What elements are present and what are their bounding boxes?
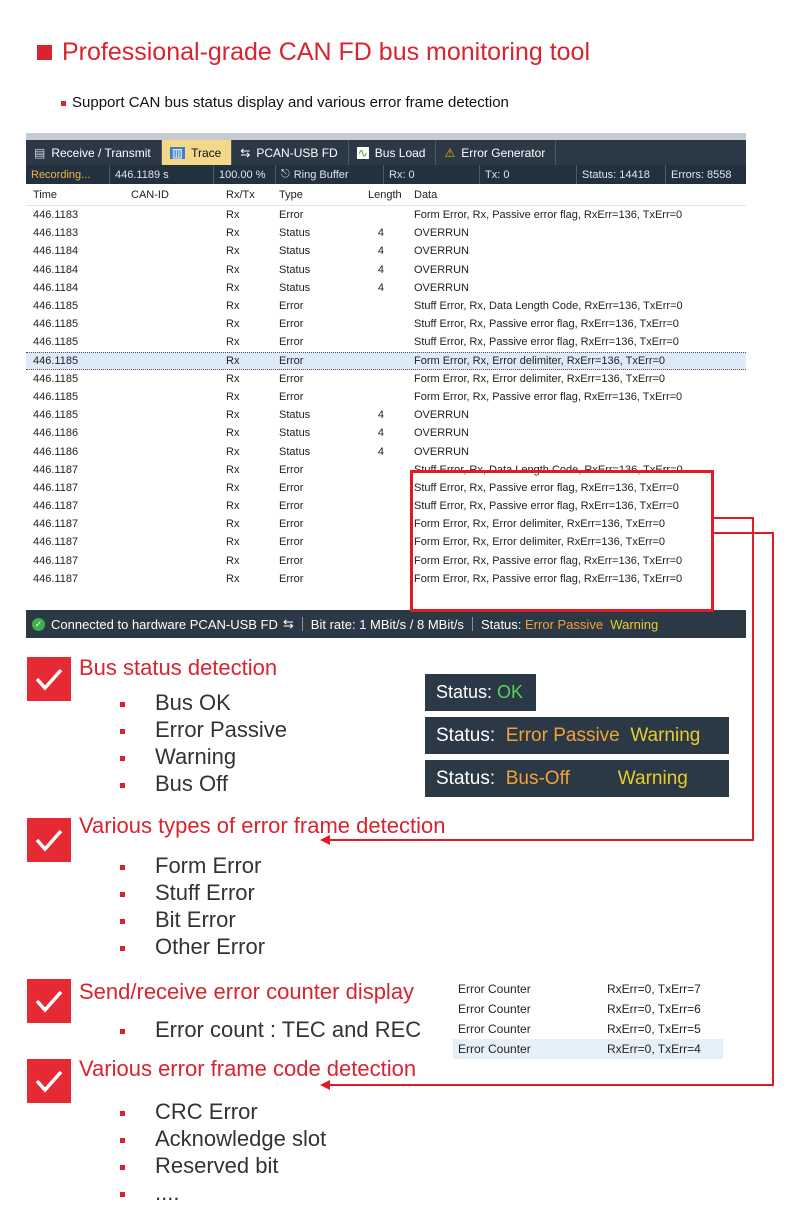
cell-type: Error	[279, 463, 304, 476]
trace-row[interactable]	[26, 388, 746, 406]
col-time[interactable]: Time	[33, 188, 58, 201]
cell-rx-tx: Rx	[226, 427, 240, 440]
cell-time: 446.1185	[33, 390, 79, 403]
title-bullet-square	[37, 45, 52, 60]
cell-data: OVERRUN	[414, 227, 470, 240]
page-title: Professional-grade CAN FD bus monitoring tool	[62, 38, 591, 66]
status-count: Status: 14418	[577, 165, 666, 184]
tx-count: Tx: 0	[480, 165, 577, 184]
cell-rx-tx: Rx	[226, 554, 240, 567]
status-label: Status:	[436, 724, 496, 746]
cell-data: Form Error, Rx, Error delimiter, RxErr=136, TxErr=0	[414, 518, 666, 531]
tab-pcan-usb-fd[interactable]	[232, 140, 348, 165]
cell-type: Error	[279, 318, 304, 331]
cell-time: 446.1187	[33, 572, 79, 585]
tab-label: Bus Load	[374, 145, 426, 160]
list-item: Reserved bit	[155, 1153, 279, 1178]
warning-icon: ⚠	[444, 145, 456, 160]
status-warning: Warning	[630, 724, 701, 746]
col-rx-tx[interactable]: Rx/Tx	[226, 188, 255, 201]
list-item: Bus Off	[155, 771, 228, 796]
cell-length: 4	[377, 227, 384, 240]
trace-row[interactable]	[26, 315, 746, 333]
cell-time: 446.1184	[33, 281, 79, 294]
cell-time: 446.1187	[33, 536, 79, 549]
arrow-head-icon	[320, 835, 330, 845]
trace-row[interactable]	[26, 279, 746, 297]
cell-time: 446.1185	[33, 336, 79, 349]
cell-rx-tx: Rx	[226, 354, 240, 367]
cell-time: 446.1187	[33, 500, 79, 513]
ring-buffer-button[interactable]	[276, 165, 384, 184]
trace-row[interactable]	[26, 224, 746, 242]
cell-rx-tx: Rx	[226, 281, 240, 294]
cell-type: Error	[279, 572, 304, 585]
counter-name: Error Counter	[458, 1002, 531, 1016]
cell-time: 446.1187	[33, 463, 79, 476]
cell-type: Status	[279, 281, 311, 294]
cell-data: Stuff Error, Rx, Passive error flag, RxErr=136, TxErr=0	[414, 336, 679, 349]
checkmark-icon	[27, 657, 71, 701]
trace-status-bar	[26, 165, 746, 184]
trace-column-header	[26, 184, 746, 206]
cell-time: 446.1185	[33, 372, 79, 385]
tab-bus-load[interactable]	[349, 140, 437, 165]
error-counter-row	[453, 1019, 723, 1039]
subtitle-bullet	[61, 101, 66, 106]
cell-data: Stuff Error, Rx, Data Length Code, RxErr=136, TxErr=0	[414, 300, 683, 313]
counter-name: Error Counter	[458, 982, 531, 996]
cell-type: Error	[279, 536, 304, 549]
status-value: Bus-Off	[505, 767, 570, 789]
cell-rx-tx: Rx	[226, 372, 240, 385]
trace-row[interactable]	[26, 333, 746, 351]
counter-value: RxErr=0, TxErr=7	[607, 982, 701, 996]
cell-data: Form Error, Rx, Passive error flag, RxErr=136, TxErr=0	[414, 572, 683, 585]
connected-check-icon: ✓	[32, 618, 45, 631]
cell-data: Form Error, Rx, Passive error flag, RxErr=136, TxErr=0	[414, 554, 683, 567]
cell-data: Stuff Error, Rx, Passive error flag, RxErr=136, TxErr=0	[414, 500, 679, 513]
recording-status: Recording...	[26, 165, 110, 184]
rx-count: Rx: 0	[384, 165, 480, 184]
error-count: Errors: 8558	[671, 168, 732, 181]
cell-time: 446.1185	[33, 354, 79, 367]
status-ok-example	[425, 674, 536, 711]
trace-icon: ▥	[171, 145, 184, 160]
cell-time: 446.1185	[33, 318, 79, 331]
cell-type: Error	[279, 209, 304, 222]
ring-buffer-icon: ⎋	[281, 168, 290, 180]
cell-time: 446.1184	[33, 263, 79, 276]
cell-time: 446.1183	[33, 209, 79, 222]
cell-type: Error	[279, 300, 304, 313]
cell-data: Stuff Error, Rx, Passive error flag, RxErr=136, TxErr=0	[414, 318, 679, 331]
list-item: Error Passive	[155, 717, 288, 742]
list-item: Error count : TEC and REC	[155, 1017, 422, 1042]
cell-rx-tx: Rx	[226, 572, 240, 585]
connector-line	[330, 1084, 774, 1086]
status-bus-off-example	[425, 760, 729, 797]
status-label: Status:	[436, 767, 496, 789]
cell-type: Status	[279, 409, 311, 422]
cell-time: 446.1183	[33, 227, 79, 240]
cell-data: OVERRUN	[414, 263, 470, 276]
cell-rx-tx: Rx	[226, 227, 240, 240]
cell-time: 446.1187	[33, 554, 79, 567]
cell-rx-tx: Rx	[226, 500, 240, 513]
trace-row[interactable]	[26, 370, 746, 388]
cell-length: 4	[377, 245, 384, 258]
list-item: Warning	[155, 744, 237, 769]
cell-time: 446.1186	[33, 427, 79, 440]
tab-trace[interactable]	[162, 140, 233, 165]
error-counter-row	[453, 1039, 723, 1059]
cell-type: Status	[279, 245, 311, 258]
trace-row[interactable]	[26, 442, 746, 460]
status-value: OK	[497, 682, 524, 702]
cell-type: Error	[279, 390, 304, 403]
cell-data: OVERRUN	[414, 281, 470, 294]
cell-length: 4	[377, 427, 384, 440]
cell-data: OVERRUN	[414, 445, 470, 458]
list-item: ....	[155, 1180, 180, 1205]
connector-line	[712, 517, 754, 519]
cell-time: 446.1187	[33, 518, 79, 531]
counter-name: Error Counter	[458, 1042, 531, 1056]
cell-rx-tx: Rx	[226, 209, 240, 222]
cell-rx-tx: Rx	[226, 263, 240, 276]
cell-data: OVERRUN	[414, 409, 470, 422]
cell-length: 4	[377, 281, 384, 294]
cell-data: Stuff Error, Rx, Data Length Code, RxErr=136, TxErr=0	[414, 463, 683, 476]
section-title-error-codes: Various error frame code detection	[79, 1056, 417, 1081]
cell-time: 446.1186	[33, 445, 79, 458]
cell-data: Form Error, Rx, Error delimiter, RxErr=136, TxErr=0	[414, 536, 666, 549]
connection-text: Connected to hardware PCAN-USB FD	[51, 616, 278, 632]
connection-status-bar	[26, 610, 746, 638]
connector-line	[330, 839, 754, 841]
divider	[472, 617, 473, 631]
col-can-id[interactable]: CAN-ID	[131, 188, 169, 201]
error-counter-row	[453, 979, 723, 999]
status-warning: Warning	[617, 767, 688, 789]
cell-type: Error	[279, 336, 304, 349]
section-title-error-counter: Send/receive error counter display	[79, 979, 415, 1004]
counter-value: RxErr=0, TxErr=5	[607, 1022, 701, 1036]
cell-type: Error	[279, 518, 304, 531]
connector-line	[712, 532, 774, 534]
trace-row[interactable]	[26, 206, 746, 224]
divider	[302, 617, 303, 631]
cell-rx-tx: Rx	[226, 536, 240, 549]
tab-label: Receive / Transmit	[51, 145, 151, 160]
cell-data: Form Error, Rx, Error delimiter, RxErr=136, TxErr=0	[414, 372, 666, 385]
status-warning: Warning	[610, 616, 659, 632]
list-item: Form Error	[155, 853, 262, 878]
section-title-error-frames: Various types of error frame detection	[79, 813, 446, 838]
trace-row[interactable]	[26, 261, 746, 279]
section-title-bus-status: Bus status detection	[79, 655, 278, 680]
cell-type: Status	[279, 445, 311, 458]
cell-length: 4	[377, 445, 384, 458]
bus-load-icon: ∿	[357, 145, 368, 160]
cell-rx-tx: Rx	[226, 300, 240, 313]
counter-value: RxErr=0, TxErr=4	[607, 1042, 701, 1056]
tab-label: PCAN-USB FD	[256, 145, 338, 160]
cell-length: 4	[377, 409, 384, 422]
cell-rx-tx: Rx	[226, 518, 240, 531]
cell-data: Form Error, Rx, Passive error flag, RxErr=136, TxErr=0	[414, 390, 683, 403]
cell-rx-tx: Rx	[226, 445, 240, 458]
tab-receive-transmit[interactable]	[26, 140, 162, 165]
cell-data: Form Error, Rx, Passive error flag, RxErr=136, TxErr=0	[414, 209, 683, 222]
checkmark-icon	[27, 979, 71, 1023]
arrow-head-icon	[320, 1080, 330, 1090]
tab-label: Trace	[191, 145, 222, 160]
counter-name: Error Counter	[458, 1022, 531, 1036]
usb-icon: ⇆	[240, 145, 251, 160]
cell-time: 446.1185	[33, 409, 79, 422]
status-error-passive-example	[425, 717, 729, 754]
list-item: CRC Error	[155, 1099, 258, 1124]
list-item: Other Error	[155, 934, 266, 959]
status-label: Status:	[480, 616, 522, 632]
list-item: Stuff Error	[155, 880, 255, 905]
ring-buffer-label: Ring Buffer	[293, 168, 349, 181]
cell-rx-tx: Rx	[226, 463, 240, 476]
tab-bar	[26, 140, 746, 165]
cell-rx-tx: Rx	[226, 390, 240, 403]
checkmark-icon	[27, 818, 71, 862]
bitrate-text: Bit rate: 1 MBit/s / 8 MBit/s	[310, 616, 464, 632]
counter-value: RxErr=0, TxErr=6	[607, 1002, 701, 1016]
col-type[interactable]: Type	[279, 188, 303, 201]
tab-error-generator[interactable]	[436, 140, 556, 165]
cell-data: Stuff Error, Rx, Passive error flag, RxErr=136, TxErr=0	[414, 481, 679, 494]
receive-transmit-icon: ▤	[34, 145, 46, 160]
cell-rx-tx: Rx	[226, 409, 240, 422]
connector-line	[752, 517, 754, 841]
trace-row[interactable]	[26, 424, 746, 442]
cell-type: Status	[279, 263, 311, 276]
cell-data: OVERRUN	[414, 427, 470, 440]
cell-type: Error	[279, 372, 304, 385]
cell-type: Error	[279, 354, 304, 367]
cell-time: 446.1185	[33, 300, 79, 313]
cell-rx-tx: Rx	[226, 318, 240, 331]
col-data[interactable]: Data	[414, 188, 438, 201]
error-counter-row	[453, 999, 723, 1019]
trace-row[interactable]	[26, 352, 746, 370]
cell-rx-tx: Rx	[226, 336, 240, 349]
status-label: Status:	[436, 682, 493, 702]
cell-type: Error	[279, 500, 304, 513]
trace-row[interactable]	[26, 406, 746, 424]
cell-type: Status	[279, 227, 311, 240]
cell-time: 446.1184	[33, 245, 79, 258]
cell-rx-tx: Rx	[226, 481, 240, 494]
cell-type: Error	[279, 554, 304, 567]
cell-type: Error	[279, 481, 304, 494]
cell-data: OVERRUN	[414, 245, 470, 258]
cell-rx-tx: Rx	[226, 245, 240, 258]
cell-data: Form Error, Rx, Error delimiter, RxErr=136, TxErr=0	[414, 354, 666, 367]
trace-row[interactable]	[26, 242, 746, 260]
usb-icon: ⇆	[282, 616, 294, 631]
buffer-percent: 100.00 %	[214, 165, 276, 184]
error-highlight-box	[410, 470, 714, 612]
cell-time: 446.1187	[33, 481, 79, 494]
trace-time: 446.1189 s	[110, 165, 214, 184]
cell-type: Status	[279, 427, 311, 440]
col-length[interactable]: Length	[368, 188, 402, 201]
status-value: Error Passive	[505, 724, 620, 746]
status-value: Error Passive	[525, 616, 604, 632]
list-item: Acknowledge slot	[155, 1126, 327, 1151]
cell-length: 4	[377, 263, 384, 276]
trace-row[interactable]	[26, 297, 746, 315]
checkmark-icon	[27, 1059, 71, 1103]
list-item: Bus OK	[155, 690, 231, 715]
page-subtitle: Support CAN bus status display and various error frame detection	[72, 94, 509, 111]
tab-label: Error Generator	[461, 145, 546, 160]
pcan-view-window	[26, 133, 746, 638]
list-item: Bit Error	[155, 907, 236, 932]
connector-line	[772, 532, 774, 1086]
